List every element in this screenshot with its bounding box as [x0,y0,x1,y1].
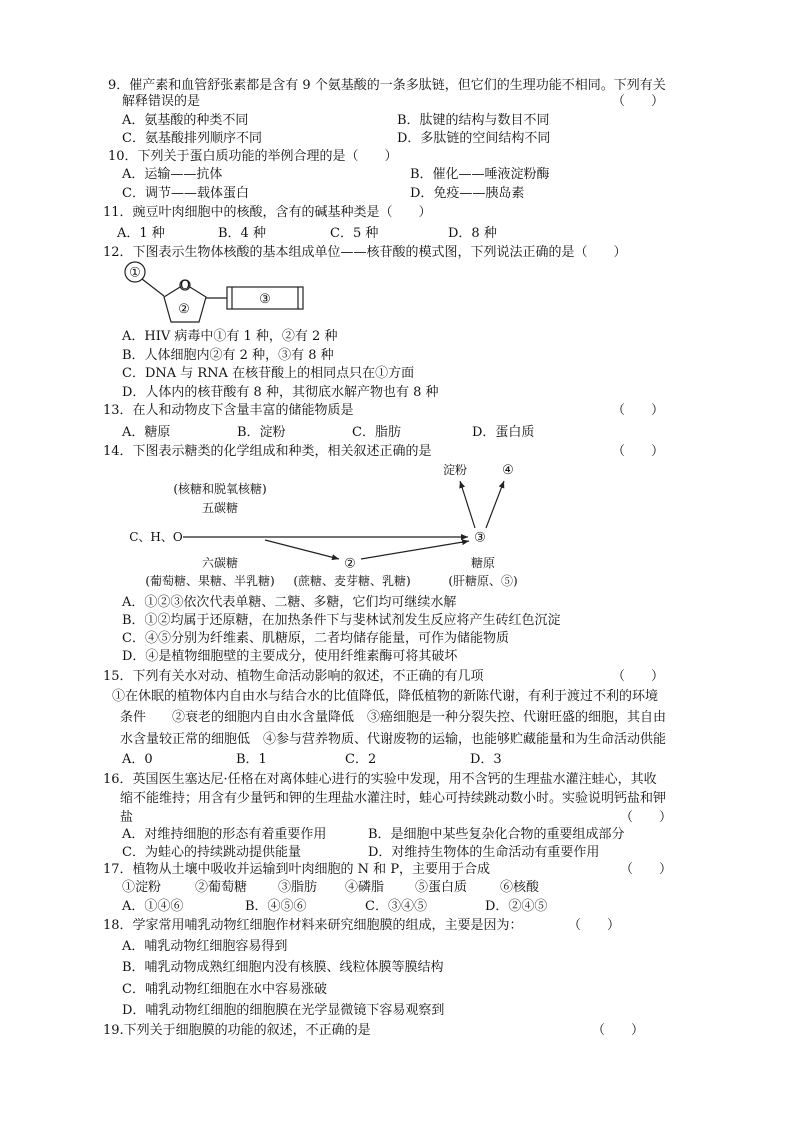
phosphate-label: ① [129,265,141,281]
label-3: ③ [474,530,486,546]
carbohydrate-diagram [125,461,535,589]
q12-option-b: B．人体细胞内②有 2 种，③有 8 种 [122,348,334,363]
q14-option-a: A．①②③依次代表单糖、二糖、多糖，它们均可继续水解 [122,595,457,610]
q14-option-d: D．④是植物细胞壁的主要成分，使用纤维素酶可将其破坏 [122,649,458,664]
label-2: ② [344,556,356,572]
q10-option-d: D．免疫——胰岛素 [410,186,525,201]
q18-option-d: D．哺乳动物红细胞的细胞膜在光学显微镜下容易观察到 [122,1003,445,1018]
q16-answer-bracket: （ ） [620,810,673,825]
sugar-label: ② [178,302,190,317]
label-4: ④ [502,463,514,478]
q19-answer-bracket: （ ） [592,1023,645,1038]
q16-stem-line1: 16．英国医生塞达尼·任格在对离体蛙心进行的实验中发现，用不含钙的生理盐水灌注蛙心，其收 [103,772,657,787]
hexose-examples: (葡萄糖、果糖、半乳糖) [145,574,275,588]
glycogen-label: 糖原 [470,556,496,570]
q17-option-c: C．③④⑤ [365,899,427,914]
q16-stem-line3: 盐 [120,810,134,825]
q9-stem-line2: 解释错误的是 [122,94,201,109]
q16-option-b: B．是细胞中某些复杂化合物的重要组成部分 [368,827,625,842]
q18-option-c: C．哺乳动物红细胞在水中容易涨破 [122,982,327,997]
q18-option-b: B．哺乳动物成熟红细胞内没有核膜、线粒体膜等膜结构 [122,960,444,975]
q13-option-a: A．糖原 [122,425,171,440]
q17-option-d: D．②④⑤ [485,899,548,914]
disaccharide-examples: (蔗糖、麦芽糖、乳糖) [293,574,411,588]
q11-stem: 11．豌豆叶肉细胞中的核酸，含有的碱基种类是（ ） [103,205,432,220]
ring-oxygen-label: O [180,278,190,292]
q14-stem: 14．下图表示糖类的化学组成和种类，相关叙述正确的是 [103,444,432,459]
hexose-label: 六碳糖 [201,556,239,570]
q15-statement-line2: 条件 ②衰老的细胞内自由水含量降低 ③癌细胞是一种分裂失控、代谢旺盛的细胞，其自由 [120,710,667,725]
q13-option-c: C．脂肪 [352,425,401,440]
q16-option-c: C．为蛙心的持续跳动提供能量 [122,845,301,860]
q14-answer-bracket: （ ） [612,444,665,459]
q15-stem: 15．下列有关水对动、植物生命活动影响的叙述，不正确的有几项 [103,669,484,684]
q17-item-2: ②葡萄糖 [195,880,248,895]
q9-stem-line1: 9．催产素和血管舒张素都是含有 9 个氨基酸的一条多肽链，但它们的生理功能不相同。下列有关 [108,78,666,93]
q17-stem: 17．植物从土壤中吸收并运输到叶肉细胞的 N 和 P，主要用于合成 [103,862,491,877]
q15-option-c: C．2 [345,752,377,767]
q10-option-c: C．调节——载体蛋白 [122,186,249,201]
q18-answer-bracket: （ ） [568,918,621,933]
q19-stem: 19.下列关于细胞膜的功能的叙述，不正确的是 [103,1023,371,1038]
q15-statement-line3: 水含量较正常的细胞低 ④参与营养物质、代谢废物的运输，也能够贮藏能量和为生命活动供能 [120,732,667,747]
q16-stem-line2: 缩不能维持；用含有少量钙和钾的生理盐水灌注时，蛙心可持续跳动数小时。实验说明钙盐和钾 [120,791,667,806]
q9-option-d: D．多肽链的空间结构不同 [397,131,551,146]
q17-item-6: ⑥核酸 [500,880,540,895]
q16-option-a: A．对维持细胞的形态有着重要作用 [122,827,327,842]
pentose-examples: (核糖和脱氧核糖) [173,482,267,496]
q11-option-b: B．4 种 [218,226,266,241]
q13-answer-bracket: （ ） [612,403,665,418]
q15-option-b: B．1 [236,752,267,767]
q11-option-a: A．1 种 [117,226,165,241]
base-label: ③ [259,292,271,307]
q18-option-a: A．哺乳动物红细胞容易得到 [122,939,288,954]
q17-item-3: ③脂肪 [278,880,318,895]
q17-item-1: ①淀粉 [122,880,162,895]
arrow-to-label-4 [486,481,504,528]
nucleotide-diagram [120,258,320,330]
q10-stem: 10．下列关于蛋白质功能的举例合理的是（ ） [108,149,398,164]
glycogen-examples: (肝糖原、⑤) [448,574,518,588]
q17-item-5: ⑤蛋白质 [415,880,468,895]
q16-option-d: D．对维持生物体的生命活动有重要作用 [368,845,600,860]
q17-item-4: ④磷脂 [345,880,385,895]
q12-option-a: A．HIV 病毒中①有 1 种，②有 2 种 [122,329,338,344]
q17-answer-bracket: （ ） [620,862,673,877]
q12-option-c: C．DNA 与 RNA 在核苷酸上的相同点只在①方面 [122,366,415,381]
q9-option-c: C．氨基酸排列顺序不同 [122,131,262,146]
q14-option-b: B．①②均属于还原糖，在加热条件下与斐林试剂发生反应将产生砖红色沉淀 [122,613,561,628]
pentose-label: 五碳糖 [201,501,239,515]
q13-option-d: D．蛋白质 [472,425,535,440]
q17-option-a: A．①④⑥ [122,899,184,914]
q9-option-a: A．氨基酸的种类不同 [122,113,249,128]
arrow-to-starch [460,481,475,528]
q13-option-b: B．淀粉 [237,425,286,440]
q18-stem: 18．学家常用哺乳动物红细胞作材料来研究细胞膜的组成，主要是因为： [103,918,523,933]
q9-option-b: B．肽键的结构与数目不同 [397,113,550,128]
q11-option-d: D．8 种 [448,226,497,241]
q9-answer-bracket: （ ） [612,94,665,109]
q14-option-c: C．④⑤分别为纤维素、肌糖原，二者均储存能量，可作为储能物质 [122,631,509,646]
q12-option-d: D．人体内的核苷酸有 8 种，其彻底水解产物也有 8 种 [122,385,439,400]
arrow-monosaccharide-to-disaccharide [265,540,339,559]
q10-option-a: A．运输——抗体 [122,167,223,182]
q10-option-b: B．催化——唾液淀粉酶 [410,167,550,182]
q13-stem: 13．在人和动物皮下含量丰富的储能物质是 [103,403,354,418]
q15-answer-bracket: （ ） [612,669,665,684]
q15-option-d: D．3 [470,752,502,767]
q15-option-a: A．0 [122,752,153,767]
arrow-disaccharide-to-polysaccharide [361,541,469,559]
elements-label: C、H、O [129,530,183,544]
starch-label: 淀粉 [442,463,468,477]
q15-statement-line1: ①在休眠的植物体内自由水与结合水的比值降低，降低植物的新陈代谢，有利于渡过不利的环境 [112,689,659,704]
q12-stem: 12．下图表示生物体核酸的基本组成单位——核苷酸的模式图，下列说法正确的是（ ） [103,245,627,260]
q17-option-b: B．④⑤⑥ [245,899,307,914]
phosphate-sugar-bond [142,279,164,296]
q11-option-c: C．5 种 [330,226,379,241]
